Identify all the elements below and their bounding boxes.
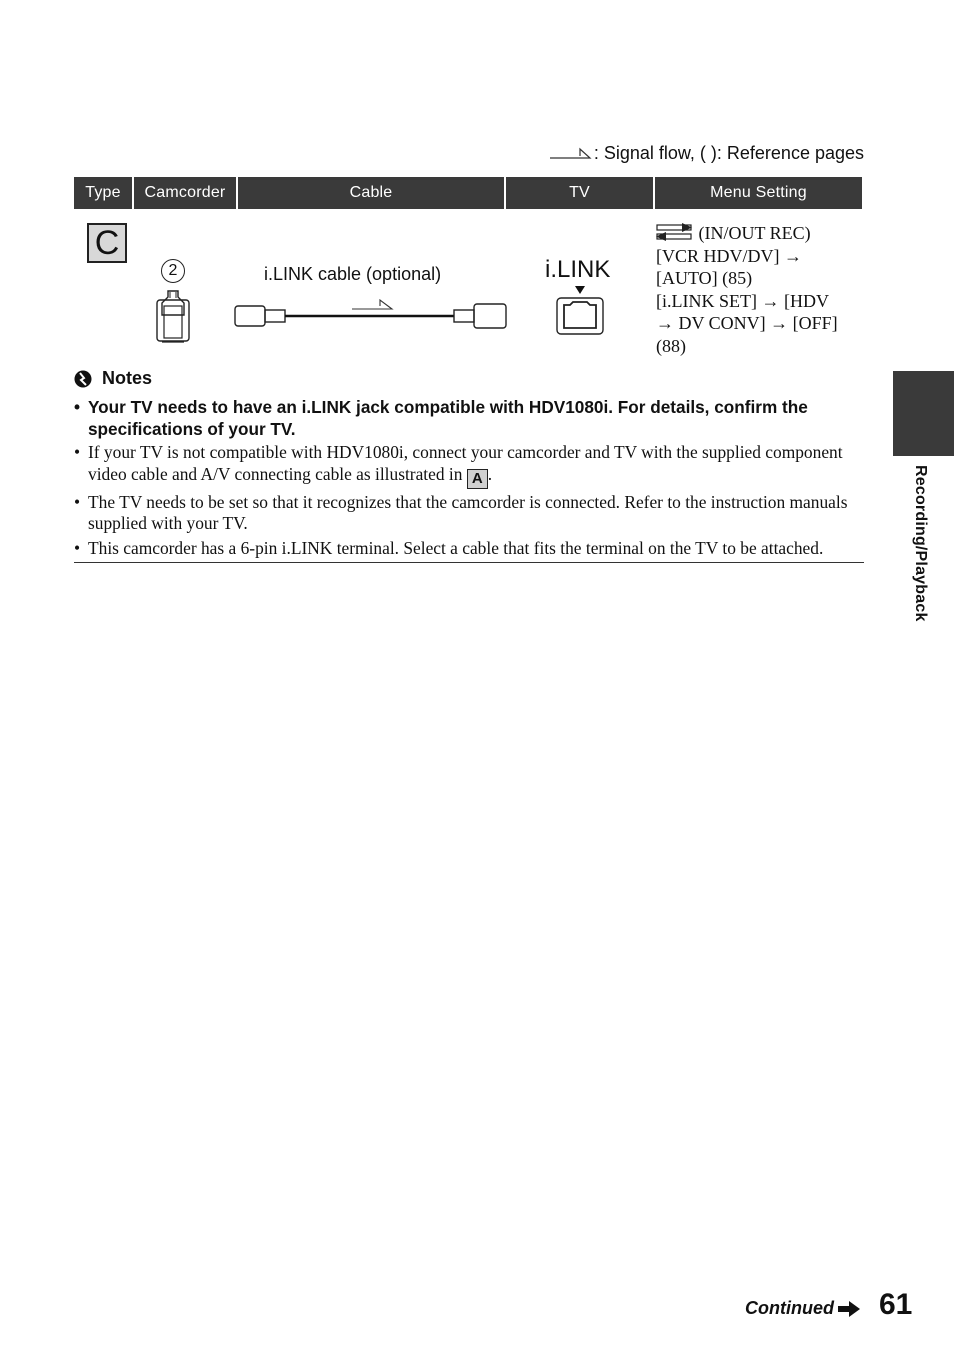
menu-line-0 (656, 222, 866, 245)
note-item-1: • Your TV needs to have an i.LINK jack compatible with HDV1080i. For details, confirm the specifications of your TV. (74, 397, 866, 440)
signal-flow-arrow-icon (548, 146, 592, 160)
note-item-2-end: . (487, 463, 493, 484)
continued-arrow-icon (838, 1301, 860, 1317)
continued-text: Continued (745, 1298, 834, 1318)
section-tab-marker (893, 371, 954, 456)
figure-a-box: A (467, 469, 488, 489)
tv-ilink-label: i.LINK (545, 256, 611, 283)
header-cable: Cable (238, 177, 504, 209)
menu-line-5: (88) (656, 335, 686, 356)
header-menu-setting: Menu Setting (655, 177, 862, 209)
in-out-rec-menu-icon (656, 222, 694, 242)
header-type: Type (74, 177, 132, 209)
notes-heading (74, 368, 152, 389)
header-camcorder: Camcorder (134, 177, 236, 209)
page-number: 61 (879, 1288, 913, 1321)
menu-line-4: → DV CONV] → [OFF] (656, 313, 838, 334)
note-item-3: • The TV needs to be set so that it recognizes that the camcorder is connected. Refer to the instruction manuals supplied with your TV. (74, 492, 866, 535)
legend-text: : Signal flow, ( ): Reference pages (593, 142, 864, 163)
cable-label: i.LINK cable (optional) (264, 264, 442, 284)
menu-setting-text (656, 222, 866, 358)
continued-indicator (745, 1298, 860, 1319)
notes-title: Notes (102, 368, 153, 388)
menu-line-0-text: (IN/OUT REC) (694, 223, 811, 243)
header-tv: TV (506, 177, 653, 209)
ilink-plug-camcorder-icon (153, 288, 193, 348)
ilink-jack-tv-icon (553, 284, 609, 338)
section-divider (74, 562, 864, 563)
notes-icon (74, 370, 92, 388)
note-item-4: • This camcorder has a 6-pin i.LINK terminal. Select a cable that fits the terminal on the TV to be attached. (74, 538, 866, 560)
note-item-2-text: If your TV is not compatible with HDV1080i, connect your camcorder and TV with the supplied component video cable and A/V connecting cable as illustrated in (88, 442, 843, 484)
connection-type-badge: C (87, 223, 127, 263)
menu-line-3: [i.LINK SET] → [HDV (656, 290, 829, 311)
menu-line-1: [VCR HDV/DV] → (656, 245, 802, 266)
ilink-cable-icon (232, 296, 510, 332)
connection-table-header (74, 177, 864, 209)
notes-list (74, 397, 866, 562)
section-tab-label (905, 465, 929, 645)
section-tab-text: Recording/Playback (912, 465, 929, 622)
signal-flow-legend (522, 141, 864, 165)
jack-number-badge: 2 (161, 259, 185, 283)
menu-line-2: [AUTO] (85) (656, 268, 753, 289)
note-item-2 (74, 442, 866, 489)
